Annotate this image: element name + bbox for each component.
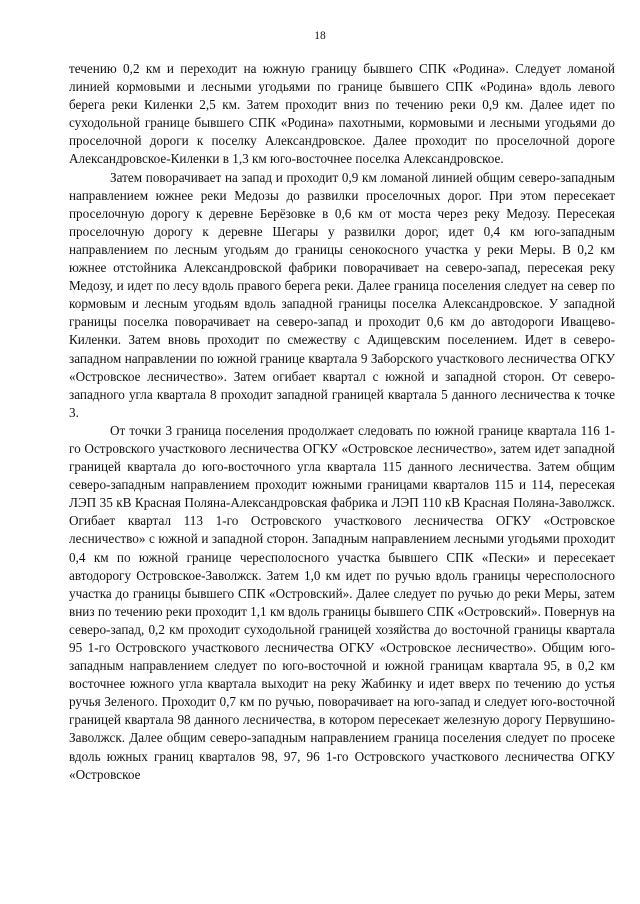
page-number: 18: [314, 30, 326, 42]
paragraph-3: От точки 3 граница поселения продолжает следовать по южной границе квартала 116 1-го Островского участкового лесничества ОГКУ «Островское лесничество», затем идет западной границей квартала до юго-восточного угла квартала 115 данного лесничества. Затем общим северо-западным направлением проходит южными границами кварталов 115 и 114, пересекая ЛЭП 35 кВ Красная Поляна-Александровская фабрика и ЛЭП 110 кВ Красная Поляна-Заволжск. Огибает квартал 113 1-го Островского участкового лесничества ОГКУ «Островское лесничество» с южной и западной сторон. Западным направлением лесными угодьями проходит 0,4 км по южной границе чересполосного участка бывшего СПК «Пески» и пересекает автодорогу Островское-Заволжск. Затем 1,0 км идет по ручью вдоль границы чересполосного участка до границы бывшего СПК «Островский». Далее следует по ручью до реки Меры, затем вниз по течению реки проходит 1,1 км вдоль границы бывшего СПК «Островский». Повернув на северо-запад, 0,2 км проходит суходольной границей хозяйства до восточной границы квартала 95 1-го Островского участкового лесничества ОГКУ «Островское лесничество». Общим юго-западным направлением следует по юго-восточной и южной границам квартала 95, в 0,2 км восточнее южного угла квартала выходит на реку Жабинку и идет вверх по течению до устья ручья Зеленого. Проходит 0,7 км по ручью, поворачивает на юго-запад и следует юго-восточной границей квартала 98 данного лесничества, в котором пересекает железную дорогу Первушино-Заволжск. Далее общим северо-западным направлением граница поселения следует по просеке вдоль южных границ кварталов 98, 97, 96 1-го Островского участкового лесничества ОГКУ «Островское: [69, 422, 615, 782]
paragraph-continuation: течению 0,2 км и переходит на южную границу бывшего СПК «Родина». Следует ломаной линией кормовыми и лесными угодьями по границе бывшего СПК «Родина» вдоль левого берега реки Киленки 2,5 км. Затем проходит вниз по течению реки 0,9 км. Далее идет по суходольной границе бывшего СПК «Родина» пахотными, кормовыми и лесными угодьями до проселочной дороги к поселку Александровское. Далее проходит по проселочной дороге Александровское-Киленки в 1,3 км юго-восточнее поселка Александровское.: [69, 61, 615, 167]
body-text: [69, 60, 615, 784]
paragraph-2: Затем поворачивает на запад и проходит 0,9 км ломаной линией общим северо-западным направлением южнее реки Медозы до развилки проселочных дорог. При этом пересекает проселочную дорогу к деревне Берёзовке в 0,6 км от моста через реку Медозу. Пересекая проселочную дорогу к деревне Шегары у развилки дорог, идет 0,4 км юго-западным направлением по лесным угодьям до границы сенокосного участка у реки Меры. В 0,2 км южнее отстойника Александровской фабрики поворачивает на северо-запад, пересекая реку Медозу, и идет по лесу вдоль правого берега реки. Далее граница поселения следует на север по кормовым и лесным угодьям вдоль западной границы поселка Александровское. У западной границы поселка поворачивает на северо-запад и проходит 0,6 км до автодороги Иващево-Киленки. Затем вновь проходит по смежеству с Адищевским поселением. Идет в северо-западном направлении по южной границе квартала 9 Заборского участкового лесничества ОГКУ «Островское лесничество». Затем огибает квартал с южной и западной сторон. От северо-западного угла квартала 8 проходит западной границей квартала 5 данного лесничества к точке 3.: [69, 169, 615, 420]
